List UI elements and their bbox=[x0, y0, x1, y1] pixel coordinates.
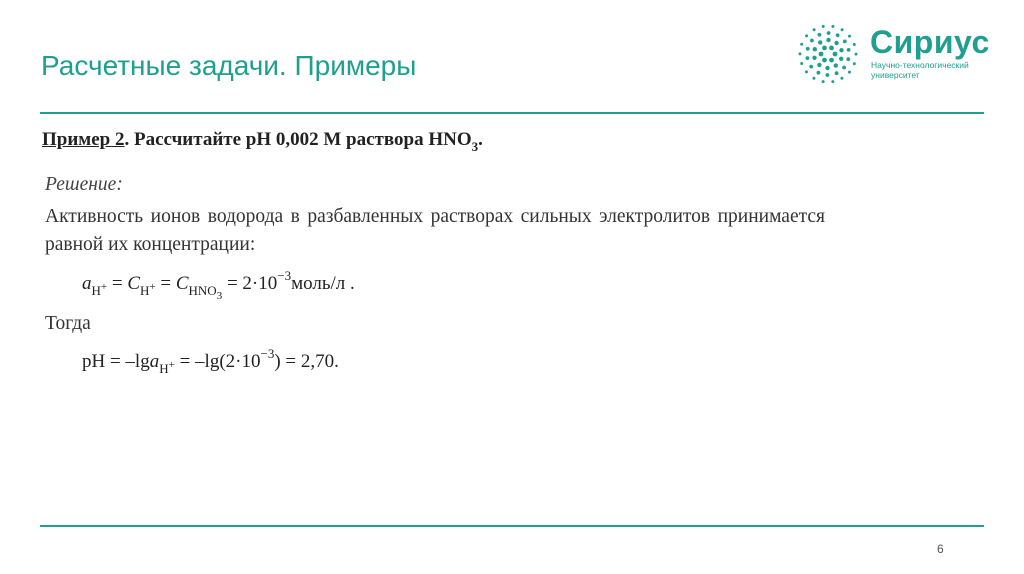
page-number: 6 bbox=[937, 542, 944, 556]
logo-dot bbox=[819, 52, 824, 57]
footer-divider bbox=[40, 525, 984, 527]
logo-dot bbox=[846, 57, 850, 61]
logo-dot bbox=[843, 40, 847, 44]
formula-ph-rhs: ) = 2,70. bbox=[274, 351, 339, 372]
logo-dot bbox=[842, 66, 846, 70]
logo-dot bbox=[829, 46, 834, 51]
formula-activity bbox=[82, 268, 355, 302]
logo-dot bbox=[822, 25, 825, 28]
logo-dot bbox=[834, 41, 838, 45]
logo-dot bbox=[818, 33, 822, 37]
logo-dot bbox=[833, 52, 838, 57]
logo-dot bbox=[822, 58, 827, 63]
formula-ph-a-sub: H+ bbox=[159, 359, 175, 376]
slide-title: Расчетные задачи. Примеры bbox=[41, 50, 417, 81]
logo-subtitle bbox=[871, 60, 969, 80]
logo-dot bbox=[806, 47, 810, 51]
formula-activity-eq3: = 2·10 bbox=[222, 273, 278, 294]
logo-dot bbox=[855, 53, 858, 56]
logo-dot bbox=[848, 35, 851, 38]
example-label-dot: . bbox=[124, 129, 130, 150]
logo-dot bbox=[817, 63, 821, 67]
example-label: Пример 2 bbox=[42, 129, 125, 150]
formula-ph-mid: = –lg(2·10 bbox=[174, 351, 261, 372]
example-task-end: . bbox=[478, 129, 483, 150]
logo-dot bbox=[812, 77, 815, 80]
logo-dot bbox=[847, 48, 851, 52]
formula-ph bbox=[82, 346, 339, 377]
logo-dot bbox=[806, 56, 810, 60]
logo-dot bbox=[805, 70, 808, 73]
formula-ph-exp: −3 bbox=[260, 346, 275, 361]
logo-dot bbox=[825, 66, 829, 70]
logo-dot bbox=[827, 31, 831, 35]
logo-dot bbox=[799, 52, 802, 55]
logo-dot bbox=[836, 33, 840, 37]
logo-dot bbox=[831, 25, 834, 28]
solution-heading: Решение: bbox=[45, 174, 123, 195]
logo-dot bbox=[826, 73, 830, 77]
logo-dot bbox=[848, 71, 851, 74]
logo-dot bbox=[831, 80, 834, 83]
logo-dot bbox=[818, 40, 822, 44]
logo-subtitle-line1: Научно-технологический bbox=[871, 60, 969, 70]
logo-dot bbox=[813, 28, 816, 31]
logo-dot bbox=[810, 39, 814, 43]
logo-dot bbox=[800, 62, 803, 65]
logo-dot bbox=[829, 58, 834, 63]
sirius-logo bbox=[798, 22, 998, 86]
example-task-subscript: 3 bbox=[471, 139, 479, 154]
logo-dot bbox=[840, 77, 843, 80]
logo-dot bbox=[812, 56, 816, 60]
logo-dot bbox=[834, 63, 838, 67]
logo-dot bbox=[822, 46, 827, 51]
solution-paragraph: Активность ионов водорода в разбавленных растворах сильных электролитов принимается равной их концентрации: bbox=[45, 206, 825, 255]
formula-activity-a: a bbox=[82, 273, 92, 294]
logo-dot bbox=[853, 43, 856, 46]
formula-activity-c1: C bbox=[127, 273, 141, 294]
logo-dot bbox=[813, 47, 817, 51]
logo-dot bbox=[826, 38, 830, 42]
logo-dot bbox=[805, 34, 808, 37]
logo-dot bbox=[839, 48, 843, 52]
dots-emblem-icon bbox=[798, 22, 862, 86]
then-label: Тогда bbox=[45, 313, 91, 334]
example-heading bbox=[42, 129, 483, 155]
logo-dot bbox=[835, 71, 839, 75]
logo-dot bbox=[853, 62, 856, 65]
formula-ph-lhs: pH = –lg bbox=[82, 351, 150, 372]
formula-activity-eq1: = bbox=[107, 273, 128, 294]
logo-dot bbox=[809, 65, 813, 69]
formula-activity-c2: C bbox=[175, 273, 189, 294]
logo-dot bbox=[841, 28, 844, 31]
formula-activity-a-sub: H+ bbox=[91, 281, 108, 298]
logo-dot bbox=[817, 71, 821, 75]
formula-activity-eq2: = bbox=[155, 273, 176, 294]
formula-activity-c2-sub: HNO3 bbox=[188, 283, 223, 302]
logo-dot bbox=[800, 43, 803, 46]
formula-activity-unit: моль/л . bbox=[291, 273, 355, 294]
logo-subtitle-line2: университет bbox=[871, 70, 920, 80]
formula-ph-a: a bbox=[149, 351, 160, 372]
logo-wordmark: Сириус bbox=[870, 24, 990, 60]
formula-activity-c1-sub: H+ bbox=[140, 281, 156, 298]
logo-dot bbox=[822, 80, 825, 83]
formula-activity-exp: −3 bbox=[277, 268, 292, 283]
example-task: Рассчитайте pH 0,002 М раствора HNO bbox=[129, 129, 472, 150]
logo-dot bbox=[839, 57, 843, 61]
header-divider bbox=[40, 112, 984, 114]
